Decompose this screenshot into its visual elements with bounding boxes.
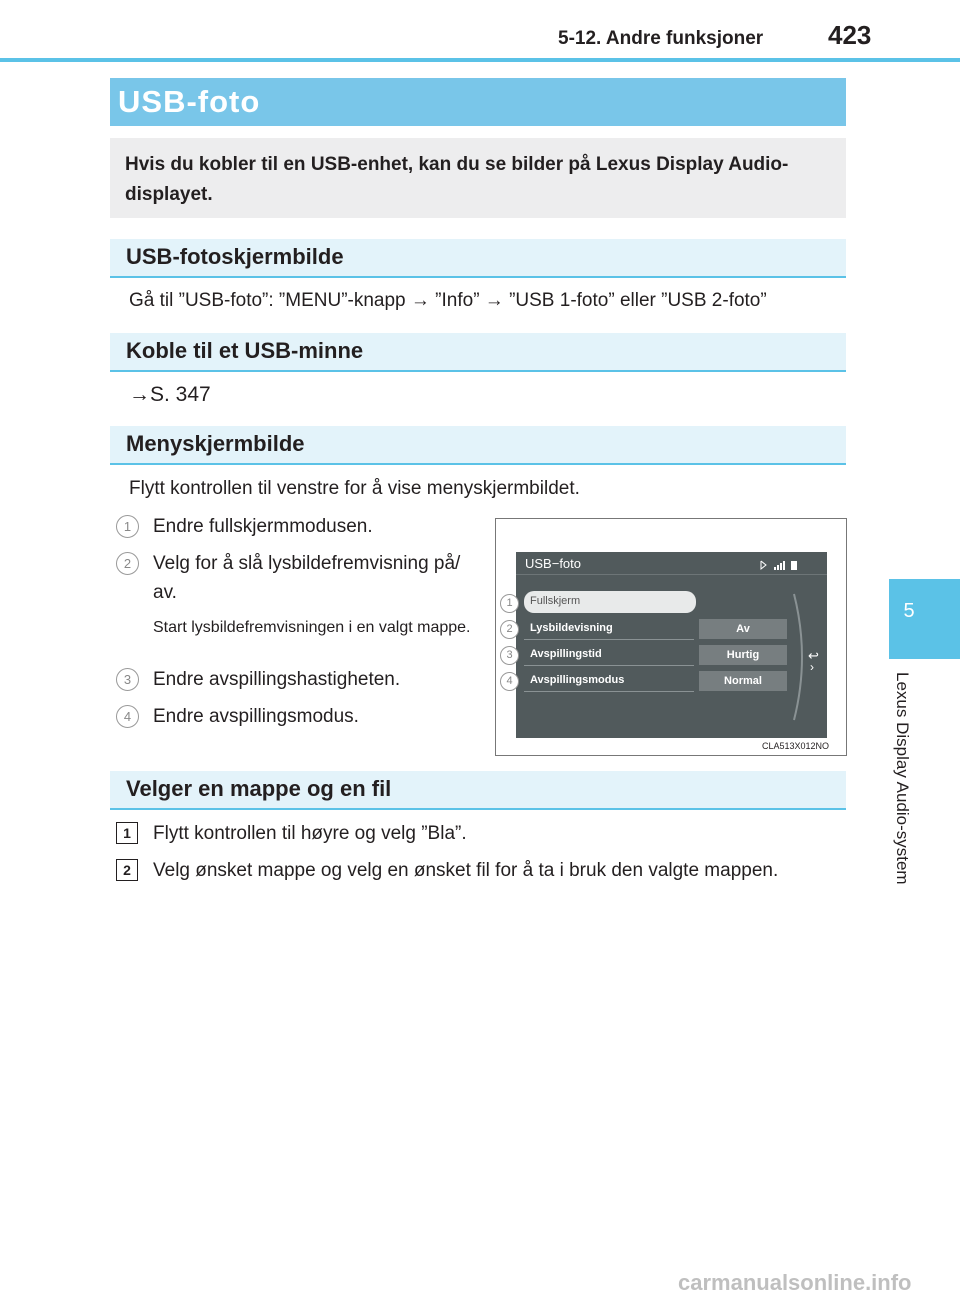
status-icons xyxy=(758,558,818,570)
chapter-number: 5 xyxy=(903,600,915,622)
chapter-title: Lexus Display Audio-system xyxy=(893,672,912,885)
section-heading-connect-usb: Koble til et USB-minne xyxy=(110,333,846,372)
header-divider xyxy=(0,58,960,62)
section-heading-select-folder: Velger en mappe og en fil xyxy=(110,771,846,810)
title-bar xyxy=(110,78,846,126)
list-item-continued: av. xyxy=(153,582,177,603)
callout-number: 1 xyxy=(116,515,139,538)
list-item: Endre fullskjermmodusen. xyxy=(153,516,373,537)
step-number: 1 xyxy=(116,822,138,844)
step-number: 2 xyxy=(116,859,138,881)
watermark: carmanualsonline.info xyxy=(678,1270,912,1295)
screen-title: USB−foto xyxy=(525,556,582,571)
menu-value-playback-mode[interactable]: Normal xyxy=(699,671,787,691)
callout-number: 4 xyxy=(500,672,519,691)
section-heading-menu-screen: Menyskjermbilde xyxy=(110,426,846,465)
intro-box xyxy=(110,138,846,218)
bluetooth-signal-battery-icon xyxy=(758,559,818,571)
screen-illustration xyxy=(495,518,847,756)
section-text-menu-screen: Flytt kontrollen til venstre for å vise menyskjermbildet. xyxy=(129,478,580,499)
image-code: CLA513X012NO xyxy=(762,741,830,751)
list-item-note: Start lysbildefremvisningen i en valgt mappe. xyxy=(153,619,471,636)
section-heading-usb-photo-screen: USB-fotoskjermbilde xyxy=(110,239,846,278)
section-text-usb-photo-screen: Gå til ”USB-foto”: ”MENU”-knapp → ”Info” → ”USB 1-foto” eller ”USB 2-foto” xyxy=(129,290,767,311)
menu-row-playback-time[interactable]: Avspillingstid xyxy=(524,643,694,666)
chapter-title-vertical xyxy=(882,672,922,917)
page-number: 423 xyxy=(828,20,872,50)
step-text: Velg ønsket mappe og velg en ønsket fil for å ta i bruk den valgte mappen. xyxy=(153,860,779,881)
menu-row-slideshow[interactable]: Lysbildevisning xyxy=(524,617,694,640)
callout-number: 4 xyxy=(116,705,139,728)
callout-number: 2 xyxy=(500,620,519,639)
list-item: Velg for å slå lysbildefremvisning på/ xyxy=(153,553,461,574)
list-item: Endre avspillingsmodus. xyxy=(153,706,359,727)
chevron-right-icon[interactable]: › xyxy=(810,660,814,674)
callout-number: 3 xyxy=(500,646,519,665)
menu-row-fullscreen[interactable]: Fullskjerm xyxy=(524,591,696,613)
menu-value-slideshow[interactable]: Av xyxy=(699,619,787,639)
back-icon[interactable]: ↩ xyxy=(808,648,819,663)
page-title: USB-foto xyxy=(118,84,261,119)
section-header: 5-12. Andre funksjoner xyxy=(558,28,764,49)
callout-number: 1 xyxy=(500,594,519,613)
menu-row-playback-mode[interactable]: Avspillingsmodus xyxy=(524,669,694,692)
callout-number: 2 xyxy=(116,552,139,575)
intro-text: Hvis du kobler til en USB-enhet, kan du se bilder på Lexus Display Audio-displayet. xyxy=(125,154,789,205)
callout-number: 3 xyxy=(116,668,139,691)
menu-value-playback-time[interactable]: Hurtig xyxy=(699,645,787,665)
page-reference: →S. 347 xyxy=(129,383,211,406)
list-item: Endre avspillingshastigheten. xyxy=(153,669,401,690)
display-screen xyxy=(516,552,827,738)
step-text: Flytt kontrollen til høyre og velg ”Bla”. xyxy=(153,823,467,844)
